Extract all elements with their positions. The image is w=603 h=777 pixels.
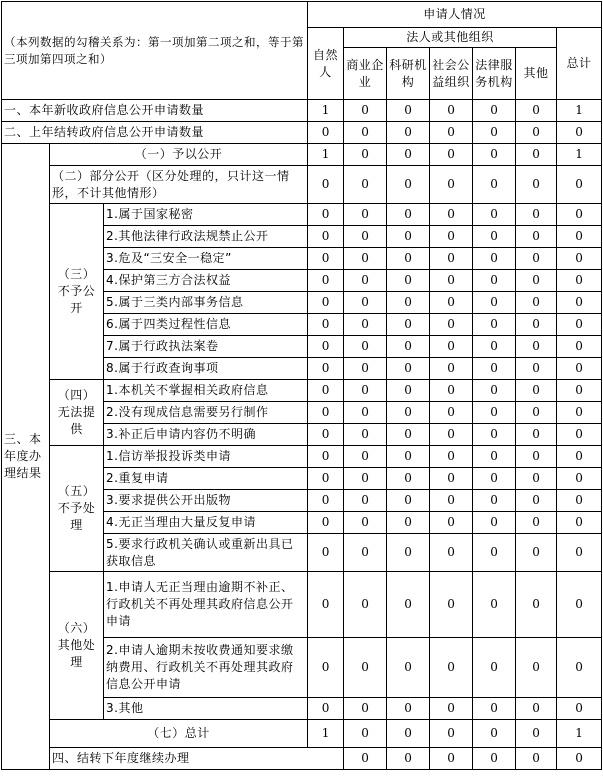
cell: 0	[516, 402, 557, 424]
cell: 0	[430, 446, 473, 468]
cell: 1	[557, 100, 602, 122]
cell: 0	[473, 122, 516, 144]
cell: 0	[473, 358, 516, 380]
cell: 0	[387, 380, 430, 402]
cell: 0	[430, 100, 473, 122]
cell: 0	[557, 572, 602, 638]
cell: 0	[516, 358, 557, 380]
cell: 0	[473, 144, 516, 166]
header-natural-person: 自然人	[308, 28, 344, 100]
cell: 0	[387, 468, 430, 490]
cell: 0	[430, 512, 473, 534]
cell: 0	[344, 638, 387, 698]
row-label: 四、结转下年度继续办理	[50, 748, 344, 770]
table-row	[2, 100, 602, 122]
cell: 0	[516, 572, 557, 638]
cell: 0	[344, 100, 387, 122]
cell: 0	[308, 512, 344, 534]
cell: 0	[516, 144, 557, 166]
cell: 0	[308, 424, 344, 446]
group-5-label: （五）不予处理	[50, 446, 104, 572]
cell: 0	[473, 226, 516, 248]
cell: 0	[344, 424, 387, 446]
cell: 0	[516, 424, 557, 446]
cell: 0	[344, 248, 387, 270]
cell: 0	[387, 638, 430, 698]
cell: 0	[344, 204, 387, 226]
cell: 0	[344, 446, 387, 468]
cell: 0	[430, 424, 473, 446]
cell: 0	[516, 336, 557, 358]
cell: 0	[308, 226, 344, 248]
cell: 0	[473, 512, 516, 534]
cell: 0	[473, 720, 516, 748]
cell: 0	[430, 226, 473, 248]
cell: 0	[430, 144, 473, 166]
cell: 0	[387, 424, 430, 446]
cell: 0	[344, 336, 387, 358]
cell: 0	[473, 468, 516, 490]
cell: 0	[344, 270, 387, 292]
cell: 0	[308, 122, 344, 144]
row-label: 3.要求提供公开出版物	[104, 490, 308, 512]
cell: 0	[308, 166, 344, 204]
row-label: 2.其他法律行政法规禁止公开	[104, 226, 308, 248]
cell: 0	[557, 424, 602, 446]
row-label: 6.属于四类过程性信息	[104, 314, 308, 336]
row-label: 1.本机关不掌握相关政府信息	[104, 380, 308, 402]
cell: 0	[557, 248, 602, 270]
cell: 0	[387, 122, 430, 144]
cell: 0	[557, 358, 602, 380]
header-research: 科研机构	[387, 48, 430, 100]
cell: 0	[344, 490, 387, 512]
cell: 0	[557, 402, 602, 424]
cell: 0	[344, 380, 387, 402]
header-note: （本列数据的勾稽关系为：第一项加第二项之和，等于第三项加第四项之和）	[2, 2, 308, 100]
cell: 0	[308, 402, 344, 424]
cell: 0	[516, 468, 557, 490]
cell: 0	[516, 512, 557, 534]
cell: 0	[557, 638, 602, 698]
row-label: 4.无正当理由大量反复申请	[104, 512, 308, 534]
cell: 0	[557, 204, 602, 226]
header-social: 社会公益组织	[430, 48, 473, 100]
cell: 0	[557, 468, 602, 490]
cell: 0	[430, 122, 473, 144]
group-3-label: （三）不予公开	[50, 204, 104, 380]
cell: 0	[557, 336, 602, 358]
cell: 0	[516, 446, 557, 468]
cell: 0	[387, 270, 430, 292]
cell: 0	[473, 166, 516, 204]
gov-info-disclosure-table	[1, 1, 602, 770]
cell: 0	[557, 314, 602, 336]
cell: 0	[557, 122, 602, 144]
cell: 0	[308, 204, 344, 226]
cell: 0	[387, 402, 430, 424]
cell: 0	[473, 402, 516, 424]
cell: 0	[557, 380, 602, 402]
cell: 0	[516, 248, 557, 270]
cell: 0	[557, 698, 602, 720]
cell: 0	[308, 446, 344, 468]
cell: 0	[516, 698, 557, 720]
cell: 0	[430, 166, 473, 204]
table-row	[2, 748, 602, 770]
cell: 0	[344, 468, 387, 490]
row-label: 3.补正后申请内容仍不明确	[104, 424, 308, 446]
cell: 0	[344, 144, 387, 166]
cell: 0	[430, 402, 473, 424]
row-label: 1.信访举报投诉类申请	[104, 446, 308, 468]
cell: 0	[557, 534, 602, 572]
cell: 0	[308, 336, 344, 358]
cell: 0	[516, 226, 557, 248]
table-row	[2, 380, 602, 402]
cell: 0	[557, 226, 602, 248]
cell: 1	[308, 720, 344, 748]
cell: 1	[557, 144, 602, 166]
cell: 0	[430, 248, 473, 270]
row-label: 4.保护第三方合法权益	[104, 270, 308, 292]
cell: 0	[387, 698, 430, 720]
cell: 0	[516, 204, 557, 226]
cell: 0	[387, 720, 430, 748]
cell: 0	[473, 204, 516, 226]
cell: 0	[308, 638, 344, 698]
row-label: （七）总计	[50, 720, 308, 748]
cell: 0	[557, 512, 602, 534]
cell: 0	[308, 248, 344, 270]
cell: 0	[516, 490, 557, 512]
cell: 0	[430, 638, 473, 698]
cell: 0	[430, 204, 473, 226]
cell: 0	[387, 144, 430, 166]
cell: 0	[430, 468, 473, 490]
group-4-label: （四）无法提供	[50, 380, 104, 446]
cell: 0	[473, 292, 516, 314]
cell: 0	[516, 638, 557, 698]
cell: 0	[387, 292, 430, 314]
cell: 0	[308, 270, 344, 292]
cell: 0	[516, 748, 557, 770]
cell: 0	[308, 572, 344, 638]
cell: 0	[430, 748, 473, 770]
cell: 0	[344, 358, 387, 380]
cell: 0	[387, 748, 430, 770]
cell: 0	[430, 336, 473, 358]
cell: 0	[473, 490, 516, 512]
cell: 0	[387, 512, 430, 534]
cell: 0	[473, 572, 516, 638]
row-label: 1.属于国家秘密	[104, 204, 308, 226]
cell: 0	[557, 270, 602, 292]
cell: 0	[516, 100, 557, 122]
cell: 0	[308, 698, 344, 720]
row-label: 2.没有现成信息需要另行制作	[104, 402, 308, 424]
cell: 0	[344, 512, 387, 534]
cell: 0	[516, 166, 557, 204]
row-label: 8.属于行政查询事项	[104, 358, 308, 380]
table-row	[2, 204, 602, 226]
cell: 0	[473, 100, 516, 122]
cell: 0	[387, 358, 430, 380]
cell: 0	[473, 698, 516, 720]
header-applicant: 申请人情况	[308, 2, 602, 28]
cell: 0	[344, 748, 387, 770]
row-label: 一、本年新收政府信息公开申请数量	[2, 100, 308, 122]
cell: 0	[344, 166, 387, 204]
header-legal-service: 法律服务机构	[473, 48, 516, 100]
row-label: 二、上年结转政府信息公开申请数量	[2, 122, 308, 144]
cell: 0	[473, 380, 516, 402]
row-label: 3.其他	[104, 698, 308, 720]
cell: 0	[387, 204, 430, 226]
cell: 0	[387, 166, 430, 204]
cell: 0	[473, 314, 516, 336]
cell: 0	[430, 314, 473, 336]
cell: 0	[516, 270, 557, 292]
cell: 0	[430, 572, 473, 638]
cell: 0	[473, 424, 516, 446]
table-row	[2, 572, 602, 638]
row-label: 2.重复申请	[104, 468, 308, 490]
cell: 1	[308, 144, 344, 166]
cell: 0	[473, 336, 516, 358]
cell: 0	[430, 720, 473, 748]
group-6-label: （六）其他处理	[50, 572, 104, 720]
cell: 0	[516, 122, 557, 144]
table-row	[2, 720, 602, 748]
header-total: 总计	[557, 28, 602, 100]
cell: 0	[308, 534, 344, 572]
cell: 0	[557, 166, 602, 204]
cell: 0	[387, 248, 430, 270]
cell: 0	[557, 292, 602, 314]
cell: 0	[516, 292, 557, 314]
cell: 0	[516, 380, 557, 402]
cell: 0	[308, 314, 344, 336]
cell: 0	[387, 534, 430, 572]
cell: 0	[344, 572, 387, 638]
cell: 0	[387, 336, 430, 358]
section-3-label: 三、本年度办理结果	[2, 144, 50, 770]
cell: 0	[387, 314, 430, 336]
cell: 0	[344, 720, 387, 748]
row-label: 7.属于行政执法案卷	[104, 336, 308, 358]
cell: 0	[344, 292, 387, 314]
cell: 0	[430, 380, 473, 402]
cell: 0	[344, 698, 387, 720]
cell: 0	[430, 534, 473, 572]
row-label: （二）部分公开（区分处理的，只计这一情形，不计其他情形）	[50, 166, 308, 204]
cell: 0	[473, 638, 516, 698]
cell: 0	[387, 446, 430, 468]
row-label: 1.申请人无正当理由逾期不补正、行政机关不再处理其政府信息公开申请	[104, 572, 308, 638]
table-row	[2, 144, 602, 166]
cell: 0	[516, 720, 557, 748]
cell: 0	[473, 270, 516, 292]
header-legal-group: 法人或其他组织	[344, 28, 557, 48]
cell: 0	[344, 314, 387, 336]
cell: 0	[344, 122, 387, 144]
cell: 0	[308, 490, 344, 512]
row-label: 2.申请人逾期未按收费通知要求缴纳费用、行政机关不再处理其政府信息公开申请	[104, 638, 308, 698]
cell: 0	[344, 534, 387, 572]
cell: 0	[473, 248, 516, 270]
cell: 0	[344, 226, 387, 248]
cell: 0	[308, 380, 344, 402]
cell: 0	[387, 572, 430, 638]
header-other: 其他	[516, 48, 557, 100]
cell: 0	[344, 402, 387, 424]
table-row	[2, 166, 602, 204]
cell: 0	[473, 446, 516, 468]
cell: 0	[308, 358, 344, 380]
cell: 0	[430, 358, 473, 380]
cell: 0	[430, 292, 473, 314]
cell: 1	[308, 100, 344, 122]
cell: 0	[308, 292, 344, 314]
cell: 0	[308, 468, 344, 490]
cell: 0	[430, 698, 473, 720]
cell: 0	[387, 226, 430, 248]
cell: 0	[516, 534, 557, 572]
cell: 0	[430, 490, 473, 512]
cell: 0	[387, 100, 430, 122]
cell: 0	[473, 748, 516, 770]
cell: 0	[387, 490, 430, 512]
table-row	[2, 122, 602, 144]
cell: 1	[557, 720, 602, 748]
row-label: 5.属于三类内部事务信息	[104, 292, 308, 314]
cell: 0	[557, 446, 602, 468]
cell: 0	[557, 490, 602, 512]
cell: 0	[430, 270, 473, 292]
row-label: （一）予以公开	[50, 144, 308, 166]
cell: 0	[473, 534, 516, 572]
cell: 0	[516, 314, 557, 336]
table-row	[2, 446, 602, 468]
row-label: 3.危及“三安全一稳定”	[104, 248, 308, 270]
row-label: 5.要求行政机关确认或重新出具已获取信息	[104, 534, 308, 572]
cell: 0	[557, 748, 602, 770]
header-commercial: 商业企业	[344, 48, 387, 100]
